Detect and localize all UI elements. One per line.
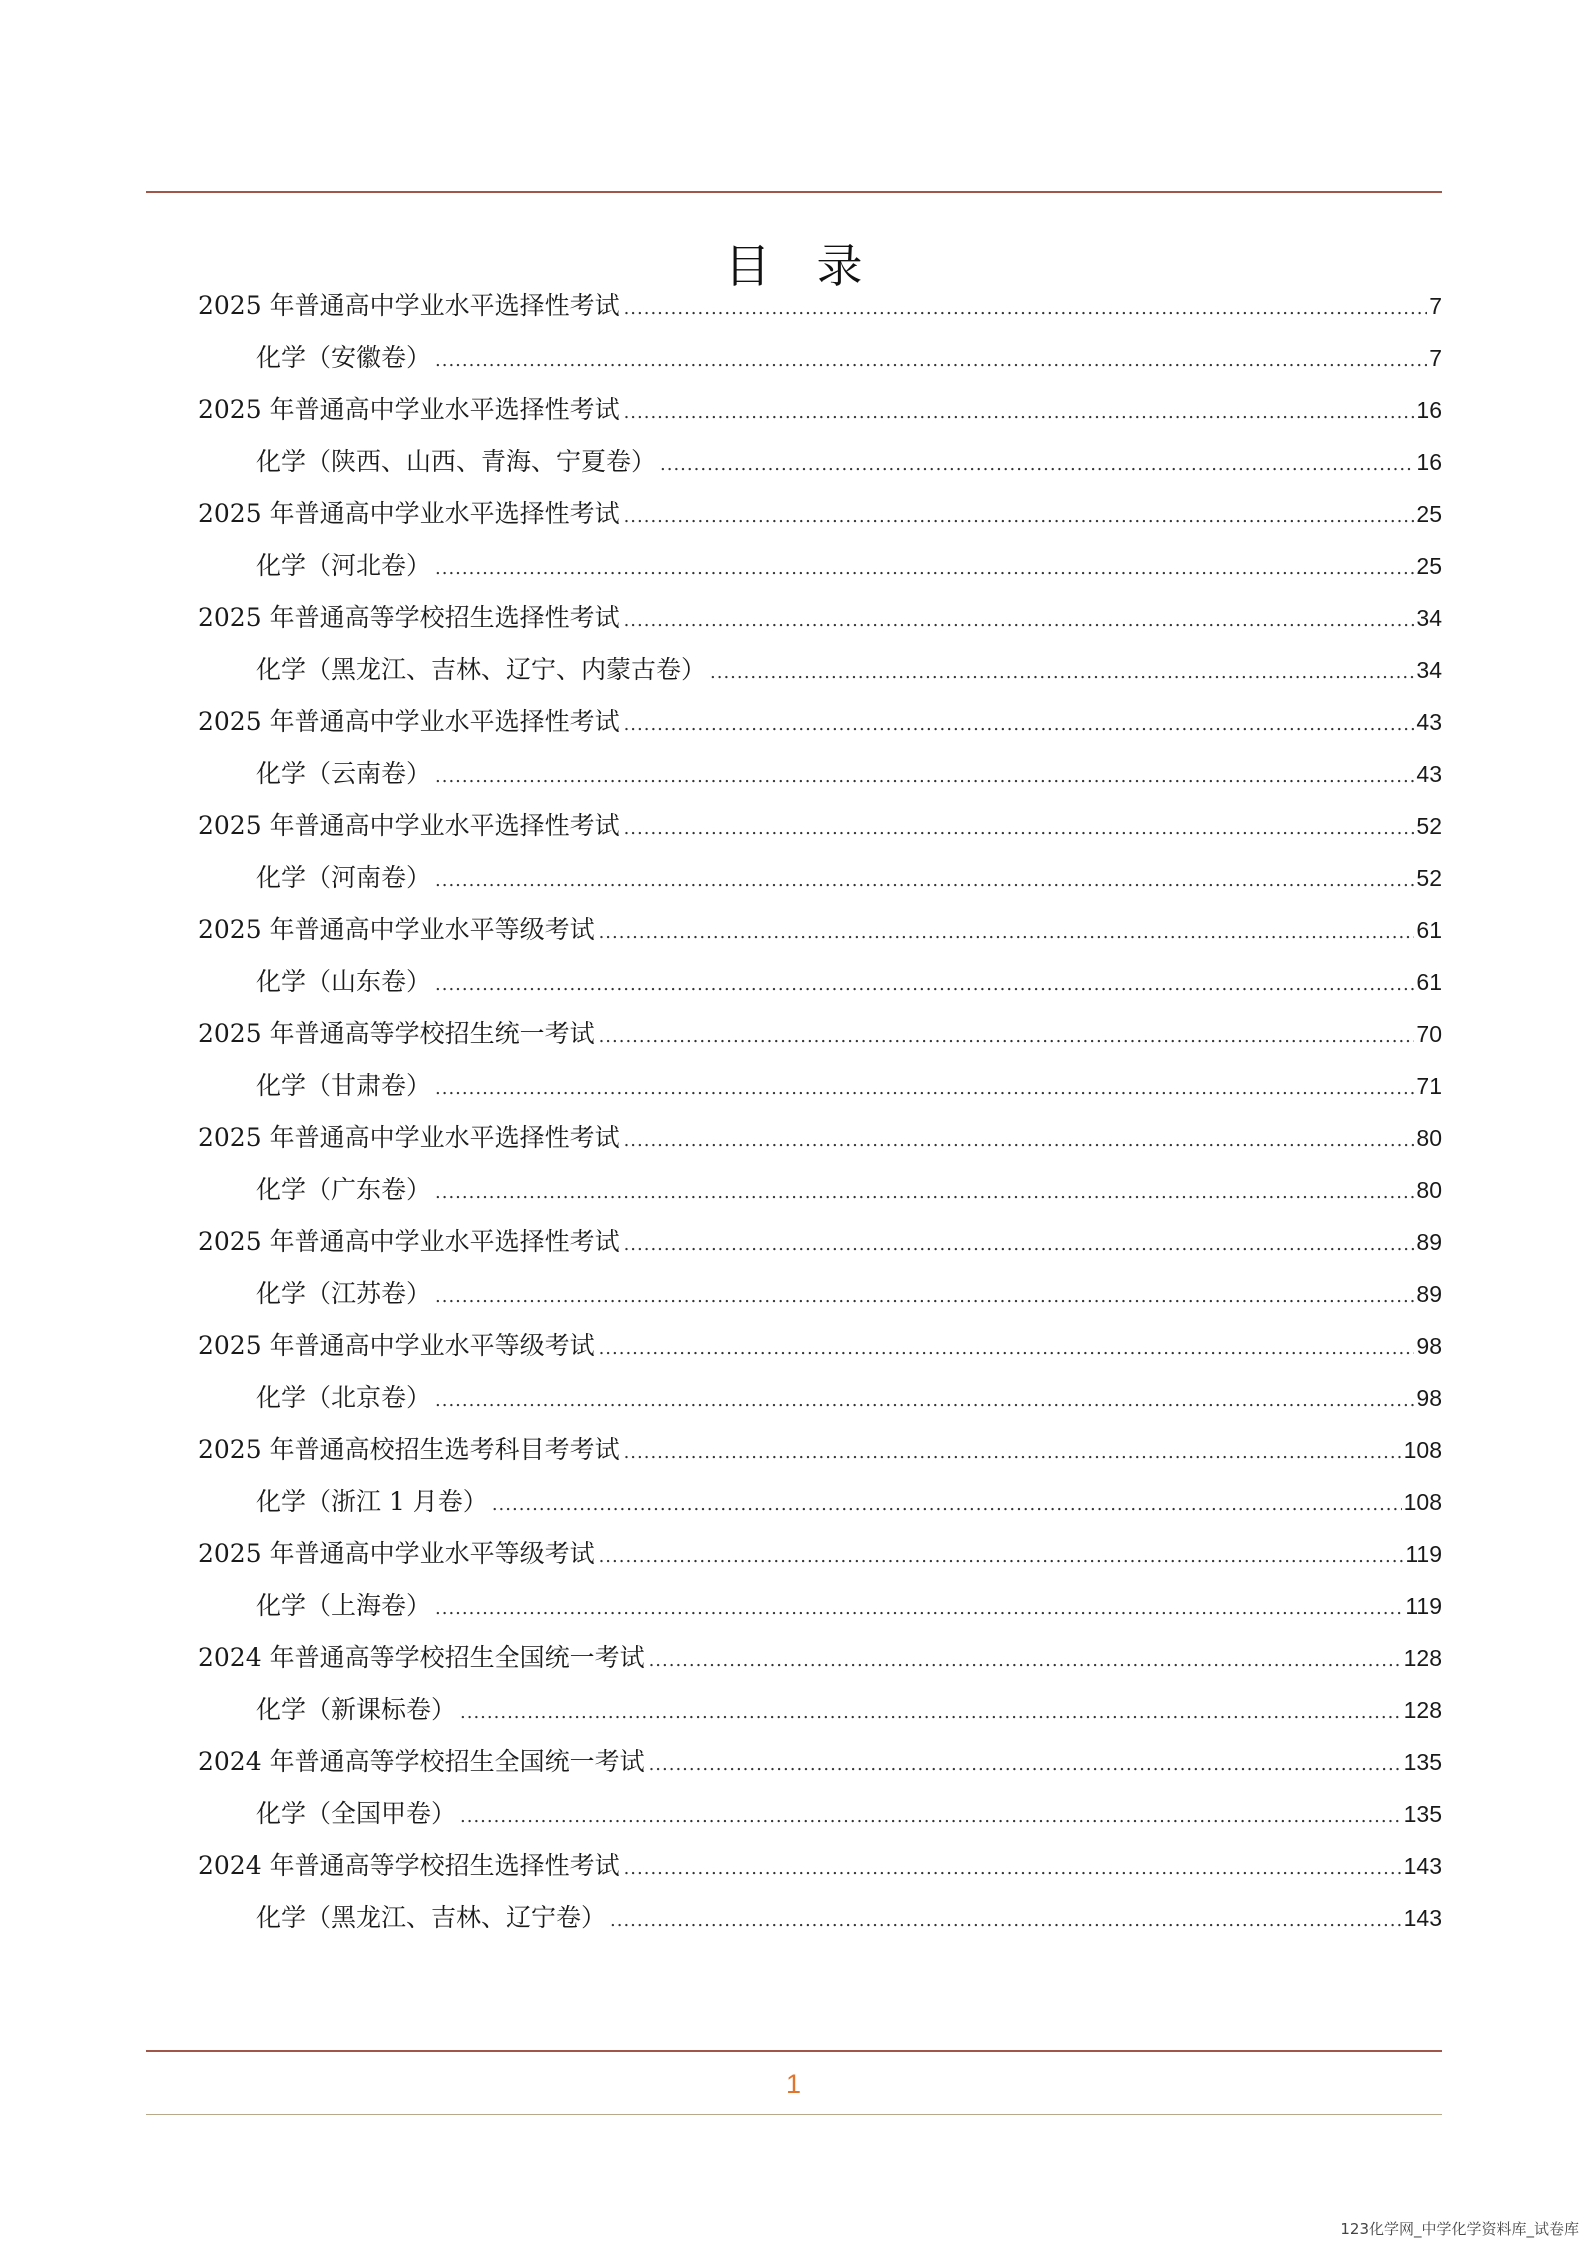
- toc-entry-title: 2025 年普通高中学业水平选择性考试: [198, 499, 620, 528]
- toc-leader-dots: [599, 907, 1415, 959]
- toc-entry-page: 7: [1429, 293, 1442, 319]
- toc-entry-exam[interactable]: [198, 1424, 1442, 1476]
- toc-entry-exam[interactable]: [198, 1216, 1442, 1268]
- toc-entry-subject[interactable]: [198, 1684, 1442, 1736]
- toc-entry-title: 2025 年普通高中学业水平选择性考试: [198, 707, 620, 736]
- toc-entry-page: 89: [1416, 1281, 1442, 1307]
- toc-entry-title: 2025 年普通高中学业水平选择性考试: [198, 811, 620, 840]
- toc-entry-title: 2024 年普通高等学校招生全国统一考试: [198, 1747, 645, 1776]
- toc-entry-exam[interactable]: [198, 1008, 1442, 1060]
- toc-leader-dots: [435, 543, 1414, 595]
- toc-entry-page: 128: [1403, 1697, 1442, 1723]
- toc-leader-dots: [492, 1479, 1402, 1531]
- toc-leader-dots: [435, 1063, 1414, 1115]
- toc-entry-page: 80: [1416, 1125, 1442, 1151]
- toc-leader-dots: [435, 959, 1414, 1011]
- toc-entry-subject[interactable]: [198, 748, 1442, 800]
- toc-entry-exam[interactable]: [198, 1320, 1442, 1372]
- toc-entry-title: 化学（安徽卷）: [256, 343, 432, 372]
- toc-leader-dots: [435, 1375, 1414, 1427]
- toc-entry-exam[interactable]: [198, 1736, 1442, 1788]
- toc-leader-dots: [435, 1271, 1414, 1323]
- toc-entry-subject[interactable]: [198, 852, 1442, 904]
- toc-leader-dots: [710, 647, 1414, 699]
- toc-entry-page: 25: [1416, 553, 1442, 579]
- toc-entry-title: 2024 年普通高等学校招生选择性考试: [198, 1851, 620, 1880]
- toc-entry-title: 化学（山东卷）: [256, 967, 432, 996]
- toc-entry-title: 2025 年普通高等学校招生统一考试: [198, 1019, 595, 1048]
- watermark-text: 123化学网_中学化学资料库_试卷库: [1340, 2220, 1579, 2238]
- page-title: 目录: [724, 238, 909, 293]
- toc-leader-dots: [435, 1167, 1414, 1219]
- toc-leader-dots: [624, 699, 1415, 751]
- toc-entry-title: 2025 年普通高中学业水平选择性考试: [198, 291, 620, 320]
- toc-entry-page: 98: [1416, 1333, 1442, 1359]
- toc-entry-page: 52: [1416, 865, 1442, 891]
- toc-entry-page: 43: [1416, 761, 1442, 787]
- toc-leader-dots: [435, 751, 1414, 803]
- toc-entry-title: 2025 年普通高中学业水平选择性考试: [198, 1123, 620, 1152]
- toc-entry-subject[interactable]: [198, 1580, 1442, 1632]
- toc-entry-subject[interactable]: [198, 332, 1442, 384]
- toc-entry-page: 52: [1416, 813, 1442, 839]
- toc-entry-title: 化学（新课标卷）: [256, 1695, 457, 1724]
- toc-entry-page: 70: [1416, 1021, 1442, 1047]
- toc-entry-page: 89: [1416, 1229, 1442, 1255]
- toc-leader-dots: [649, 1635, 1402, 1687]
- toc-entry-subject[interactable]: [198, 1060, 1442, 1112]
- toc-entry-page: 135: [1403, 1801, 1442, 1827]
- toc-entry-subject[interactable]: [198, 540, 1442, 592]
- toc-leader-dots: [624, 595, 1415, 647]
- toc-entry-page: 43: [1416, 709, 1442, 735]
- toc-entry-subject[interactable]: [198, 1476, 1442, 1528]
- header-rule: [146, 191, 1442, 193]
- toc-entry-page: 108: [1403, 1437, 1442, 1463]
- toc-leader-dots: [624, 387, 1415, 439]
- footer-rule-top: [146, 2050, 1442, 2052]
- footer-rule-bottom: [146, 2114, 1442, 2115]
- toc-entry-subject[interactable]: [198, 1892, 1442, 1944]
- toc-entry-title: 化学（上海卷）: [256, 1591, 432, 1620]
- toc-leader-dots: [624, 1115, 1415, 1167]
- toc-entry-title: 2025 年普通高等学校招生选择性考试: [198, 603, 620, 632]
- toc-entry-title: 2025 年普通高中学业水平等级考试: [198, 915, 595, 944]
- toc-entry-title: 2025 年普通高中学业水平选择性考试: [198, 395, 620, 424]
- toc-entry-page: 16: [1416, 449, 1442, 475]
- toc-leader-dots: [599, 1531, 1404, 1583]
- toc-entry-title: 2025 年普通高校招生选考科目考考试: [198, 1435, 620, 1464]
- toc-entry-page: 119: [1405, 1541, 1442, 1567]
- toc-entry-title: 化学（广东卷）: [256, 1175, 432, 1204]
- toc-entry-exam[interactable]: [198, 696, 1442, 748]
- toc-entry-title: 化学（黑龙江、吉林、辽宁、内蒙古卷）: [256, 655, 707, 684]
- toc-leader-dots: [435, 855, 1414, 907]
- toc-entry-title: 化学（陕西、山西、青海、宁夏卷）: [256, 447, 657, 476]
- toc-entry-title: 化学（云南卷）: [256, 759, 432, 788]
- toc-entry-title: 化学（浙江 1 月卷）: [256, 1487, 488, 1516]
- toc-entry-page: 128: [1403, 1645, 1442, 1671]
- toc-entry-subject[interactable]: [198, 956, 1442, 1008]
- toc-entry-title: 化学（甘肃卷）: [256, 1071, 432, 1100]
- toc-entry-page: 61: [1416, 917, 1442, 943]
- toc-leader-dots: [624, 803, 1415, 855]
- toc-entry-page: 34: [1416, 605, 1442, 631]
- toc-entry-title: 化学（北京卷）: [256, 1383, 432, 1412]
- toc-leader-dots: [435, 335, 1427, 387]
- toc-entry-page: 71: [1416, 1073, 1442, 1099]
- toc-leader-dots: [624, 491, 1415, 543]
- toc-entry-exam[interactable]: [198, 488, 1442, 540]
- toc-leader-dots: [599, 1011, 1415, 1063]
- toc-entry-exam[interactable]: [198, 800, 1442, 852]
- toc-entry-title: 2025 年普通高中学业水平等级考试: [198, 1331, 595, 1360]
- toc-entry-exam[interactable]: [198, 1840, 1442, 1892]
- toc-entry-title: 化学（黑龙江、吉林、辽宁卷）: [256, 1903, 607, 1932]
- toc-entry-page: 143: [1403, 1905, 1442, 1931]
- toc-entry-page: 119: [1405, 1593, 1442, 1619]
- table-of-contents: [198, 280, 1442, 1944]
- toc-entry-subject[interactable]: [198, 436, 1442, 488]
- toc-entry-title: 化学（江苏卷）: [256, 1279, 432, 1308]
- toc-entry-title: 2024 年普通高等学校招生全国统一考试: [198, 1643, 645, 1672]
- toc-entry-page: 16: [1416, 397, 1442, 423]
- toc-entry-subject[interactable]: [198, 1268, 1442, 1320]
- toc-entry-page: 25: [1416, 501, 1442, 527]
- toc-leader-dots: [460, 1791, 1402, 1843]
- toc-entry-title: 化学（河北卷）: [256, 551, 432, 580]
- toc-entry-title: 化学（河南卷）: [256, 863, 432, 892]
- toc-leader-dots: [624, 283, 1428, 335]
- toc-entry-title: 化学（全国甲卷）: [256, 1799, 457, 1828]
- toc-leader-dots: [610, 1895, 1402, 1947]
- toc-entry-page: 7: [1429, 345, 1442, 371]
- toc-leader-dots: [624, 1427, 1402, 1479]
- toc-entry-subject[interactable]: [198, 1164, 1442, 1216]
- toc-leader-dots: [624, 1219, 1415, 1271]
- toc-entry-exam[interactable]: [198, 1112, 1442, 1164]
- toc-entry-subject[interactable]: [198, 1372, 1442, 1424]
- toc-entry-exam[interactable]: [198, 904, 1442, 956]
- toc-entry-exam[interactable]: [198, 384, 1442, 436]
- toc-entry-exam[interactable]: [198, 1528, 1442, 1580]
- toc-leader-dots: [660, 439, 1414, 491]
- toc-entry-subject[interactable]: [198, 1788, 1442, 1840]
- toc-entry-page: 143: [1403, 1853, 1442, 1879]
- toc-entry-page: 61: [1416, 969, 1442, 995]
- toc-entry-page: 80: [1416, 1177, 1442, 1203]
- toc-leader-dots: [649, 1739, 1402, 1791]
- toc-leader-dots: [599, 1323, 1415, 1375]
- toc-entry-title: 2025 年普通高中学业水平等级考试: [198, 1539, 595, 1568]
- toc-entry-page: 34: [1416, 657, 1442, 683]
- toc-entry-page: 108: [1403, 1489, 1442, 1515]
- toc-entry-page: 98: [1416, 1385, 1442, 1411]
- toc-entry-exam[interactable]: [198, 280, 1442, 332]
- toc-leader-dots: [435, 1583, 1403, 1635]
- toc-leader-dots: [624, 1843, 1402, 1895]
- toc-leader-dots: [460, 1687, 1402, 1739]
- toc-entry-page: 135: [1403, 1749, 1442, 1775]
- page-number: 1: [785, 2069, 802, 2099]
- toc-entry-subject[interactable]: [198, 644, 1442, 696]
- toc-entry-exam[interactable]: [198, 1632, 1442, 1684]
- toc-entry-exam[interactable]: [198, 592, 1442, 644]
- toc-entry-title: 2025 年普通高中学业水平选择性考试: [198, 1227, 620, 1256]
